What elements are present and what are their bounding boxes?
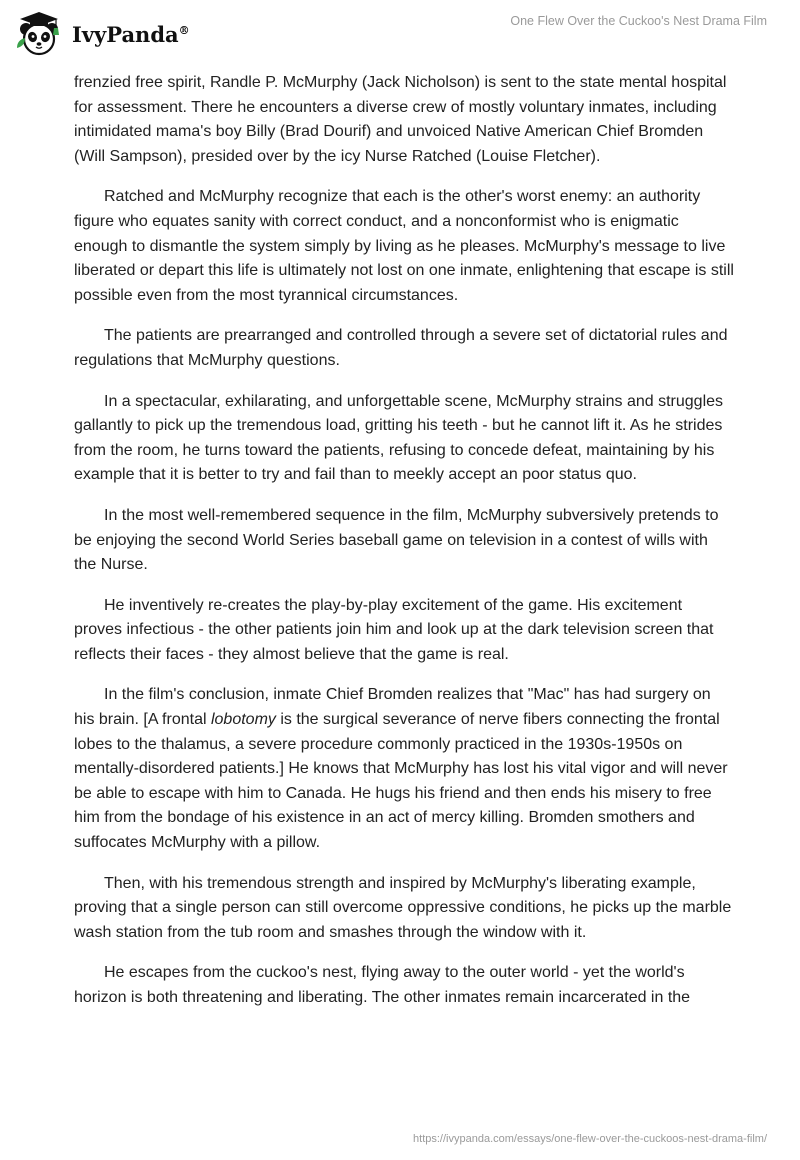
paragraph-6: He inventively re-creates the play-by-play excitement of the game. His excitement proves infectious - the other patients join him and look up at the dark television screen that reflects their faces - they almost believe that the game is real. bbox=[74, 596, 714, 663]
page-header bbox=[0, 0, 800, 70]
paragraph-7: In the film's conclusion, inmate Chief Bromden realizes that "Mac" has had surgery on his brain. [A frontal lobotomy is the surgical severance of nerve fibers connecting the frontal lobes to the thalamus, a severe procedure commonly practiced in the 1930s-1950s on mentally-disordered patients.] He knows that McMurphy has lost his vital vigor and will never be able to escape with him to Canada. He hugs his friend and then ends his misery to free him from the bondage of his existence in an act of mercy killing. Bromden smothers and suffocates McMurphy with a pillow. bbox=[74, 686, 728, 852]
source-url[interactable]: https://ivypanda.com/essays/one-flew-over-the-cuckoos-nest-drama-film/ bbox=[413, 1133, 767, 1145]
panda-graduate-icon bbox=[14, 8, 64, 58]
paragraph-3: The patients are prearranged and controlled through a severe set of dictatorial rules and regulations that McMurphy questions. bbox=[74, 327, 728, 369]
paragraph-2: Ratched and McMurphy recognize that each is the other's worst enemy: an authority figure who equates sanity with correct conduct, and a nonconformist who is enigmatic enough to dismantle the system simply by living as he pleases. McMurphy's message to live liberated or depart this life is ultimately not lost on one inmate, enlightening that escape is still possible even from the most tyrannical circumstances. bbox=[74, 188, 734, 304]
lobotomy-term: lobotomy bbox=[210, 711, 276, 729]
brand-name: IvyPanda® bbox=[72, 21, 190, 47]
paragraph-4: In a spectacular, exhilarating, and unforgettable scene, McMurphy strains and struggles gallantly to pick up the tremendous load, gritting his teeth - but he cannot lift it. As he strides from the room, he turns toward the patients, refusing to concede defeat, maintaining by his example that it is better to try and fail than to meekly accept an poor status quo. bbox=[74, 392, 724, 484]
essay-body bbox=[74, 71, 734, 1027]
paragraph-5: In the most well-remembered sequence in the film, McMurphy subversively pretends to be enjoying the second World Series baseball game on television in a contest of wills with the Nurse. bbox=[74, 506, 719, 574]
paragraph-8: Then, with his tremendous strength and inspired by McMurphy's liberating example, proving that a single person can still overcome oppressive conditions, he picks up the marble wash station from the tub room and smashes through the window with it. bbox=[74, 874, 732, 941]
paragraph-1: frenzied free spirit, Randle P. McMurphy (Jack Nicholson) is sent to the state mental hospital for assessment. There he encounters a diverse crew of mostly voluntary inmates, including intimidated mama's boy Billy (Brad Dourif) and unvoiced Native American Chief Bromden (Will Sampson), presided over by the icy Nurse Ratched (Louise Fletcher). bbox=[74, 74, 727, 165]
document-title: One Flew Over the Cuckoo's Nest Drama Film bbox=[510, 14, 767, 28]
ivypanda-logo[interactable] bbox=[14, 8, 190, 58]
paragraph-9: He escapes from the cuckoo's nest, flying away to the outer world - yet the world's horizon is both threatening and liberating. The other inmates remain incarcerated in the bbox=[74, 964, 691, 1006]
